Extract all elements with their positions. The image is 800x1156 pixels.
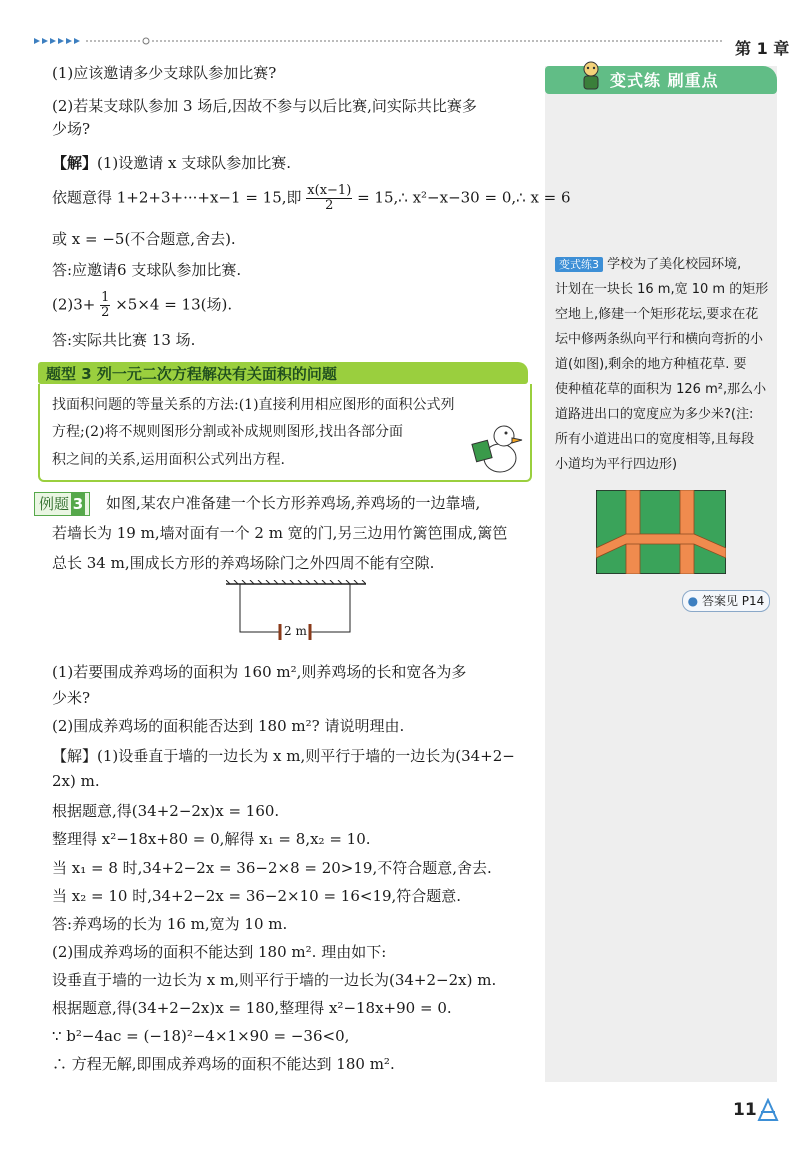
question-2-cont: 少场?	[52, 120, 91, 138]
equation-line: 依题意得 1+2+3+···+x−1 = 15,即 $\frac{x(x-1)}{2}$ = 15,∴ x²−x−30 = 0,∴ x = 6	[52, 183, 571, 213]
equation-line-2: 或 x = −5(不合题意,舍去).	[52, 230, 236, 248]
method-line: 方程;(2)将不规则图形分割或补成规则图形,找出各部分面	[52, 424, 403, 440]
fraction: $\frac{1}{2}$	[101, 290, 110, 320]
example-question-2: (2)围成养鸡场的面积能否达到 180 m²? 请说明理由.	[52, 717, 405, 735]
sidebar-text-line: 道路进出口的宽度应为多少米?(注:	[555, 407, 754, 422]
example-question-1: (1)若要围成养鸡场的面积为 160 m²,则养鸡场的长和宽各为多	[52, 663, 467, 681]
compass-ruler-icon	[757, 1098, 779, 1122]
sidebar-text-line: 道(如图),剩余的地方种植花草. 要	[555, 357, 747, 372]
sidebar-text-line: 计划在一块长 16 m,宽 10 m 的矩形	[555, 282, 769, 297]
location-pin-icon: ●	[687, 594, 699, 608]
solution-line: 整理得 x²−18x+80 = 0,解得 x₁ = 8,x₂ = 10.	[52, 830, 371, 848]
solution-line: 【解】(1)设邀请 x 支球队参加比赛.	[52, 154, 292, 172]
fraction: $\frac{x(x-1)}{2}$	[307, 183, 352, 213]
example-question-1-cont: 少米?	[52, 689, 91, 707]
question-2: (2)若某支球队参加 3 场后,因故不参与以后比赛,问实际共比赛多	[52, 97, 477, 115]
chapter-label: 第 1 章	[735, 39, 790, 58]
method-line: 找面积问题的等量关系的方法:(1)直接利用相应图形的面积公式列	[52, 397, 455, 413]
answer-reference[interactable]: ● 答案见 P14	[682, 590, 770, 612]
solution-line: 当 x₂ = 10 时,34+2−2x = 36−2×10 = 16<19,符合题意.	[52, 887, 462, 905]
example-text: 若墙长为 19 m,墙对面有一个 2 m 宽的门,另三边用竹篱笆围成,篱笆	[52, 524, 508, 542]
door-label: 2 m	[284, 624, 307, 638]
page-number: 11	[733, 1100, 757, 1120]
solution-line: 设垂直于墙的一边长为 x m,则平行于墙的一边长为(34+2−2x) m.	[52, 971, 497, 989]
mascot-icon	[578, 60, 604, 92]
example-tag: 例题 3	[34, 492, 90, 516]
sidebar-exercise-line: 变式练3 学校为了美化校园环境,	[555, 256, 741, 274]
solution-line: ∴ 方程无解,即围成养鸡场的面积不能达到 180 m².	[52, 1055, 395, 1073]
sidebar-text-line: 空地上,修建一个矩形花坛,要求在花	[555, 307, 759, 322]
solution-line: 当 x₁ = 8 时,34+2−2x = 36−2×8 = 20>19,不符合题意,舍去.	[52, 859, 492, 877]
garden-figure	[596, 490, 726, 574]
solution-line: ∵ b²−4ac = (−18)²−4×1×90 = −36<0,	[52, 1027, 350, 1045]
solution-line: 2x) m.	[52, 772, 100, 790]
header-dotted-rule	[34, 36, 724, 46]
sidebar-text-line: 小道均为平行四边形)	[555, 457, 678, 472]
example-text: 如图,某农户准备建一个长方形养鸡场,养鸡场的一边靠墙,	[106, 494, 481, 512]
sidebar-banner-title: 变式练 刷重点	[610, 71, 719, 90]
sidebar-panel	[545, 66, 777, 1082]
answer-1: 答:应邀请6 支球队参加比赛.	[52, 261, 242, 279]
solution-line: 【解】(1)设垂直于墙的一边长为 x m,则平行于墙的一边长为(34+2−	[52, 747, 515, 765]
type3-title: 题型 3 列一元二次方程解决有关面积的问题	[46, 365, 337, 383]
example-text: 总长 34 m,围成长方形的养鸡场除门之外四周不能有空隙.	[52, 554, 435, 572]
duck-mascot-icon	[470, 418, 524, 476]
sidebar-text-line: 使种植花草的面积为 126 m²,那么小	[555, 382, 767, 397]
exercise-tag: 变式练3	[555, 257, 603, 272]
solution-line: 根据题意,得(34+2−2x)x = 160.	[52, 802, 280, 820]
sidebar-text-line: 所有小道进出口的宽度相等,且每段	[555, 432, 755, 447]
solution-line: 答:养鸡场的长为 16 m,宽为 10 m.	[52, 915, 288, 933]
sidebar-text-line: 坛中修两条纵向平行和横向弯折的小	[555, 332, 764, 347]
solution-line: (2)围成养鸡场的面积不能达到 180 m². 理由如下:	[52, 943, 387, 961]
answer-2: 答:实际共比赛 13 场.	[52, 331, 196, 349]
question-1: (1)应该邀请多少支球队参加比赛?	[52, 64, 277, 82]
part2-line: (2)3+ $\frac{1}{2}$ ×5×4 = 13(场).	[52, 290, 233, 320]
method-line: 积之间的关系,运用面积公式列出方程.	[52, 452, 285, 468]
solution-line: 根据题意,得(34+2−2x)x = 180,整理得 x²−18x+90 = 0.	[52, 999, 452, 1017]
